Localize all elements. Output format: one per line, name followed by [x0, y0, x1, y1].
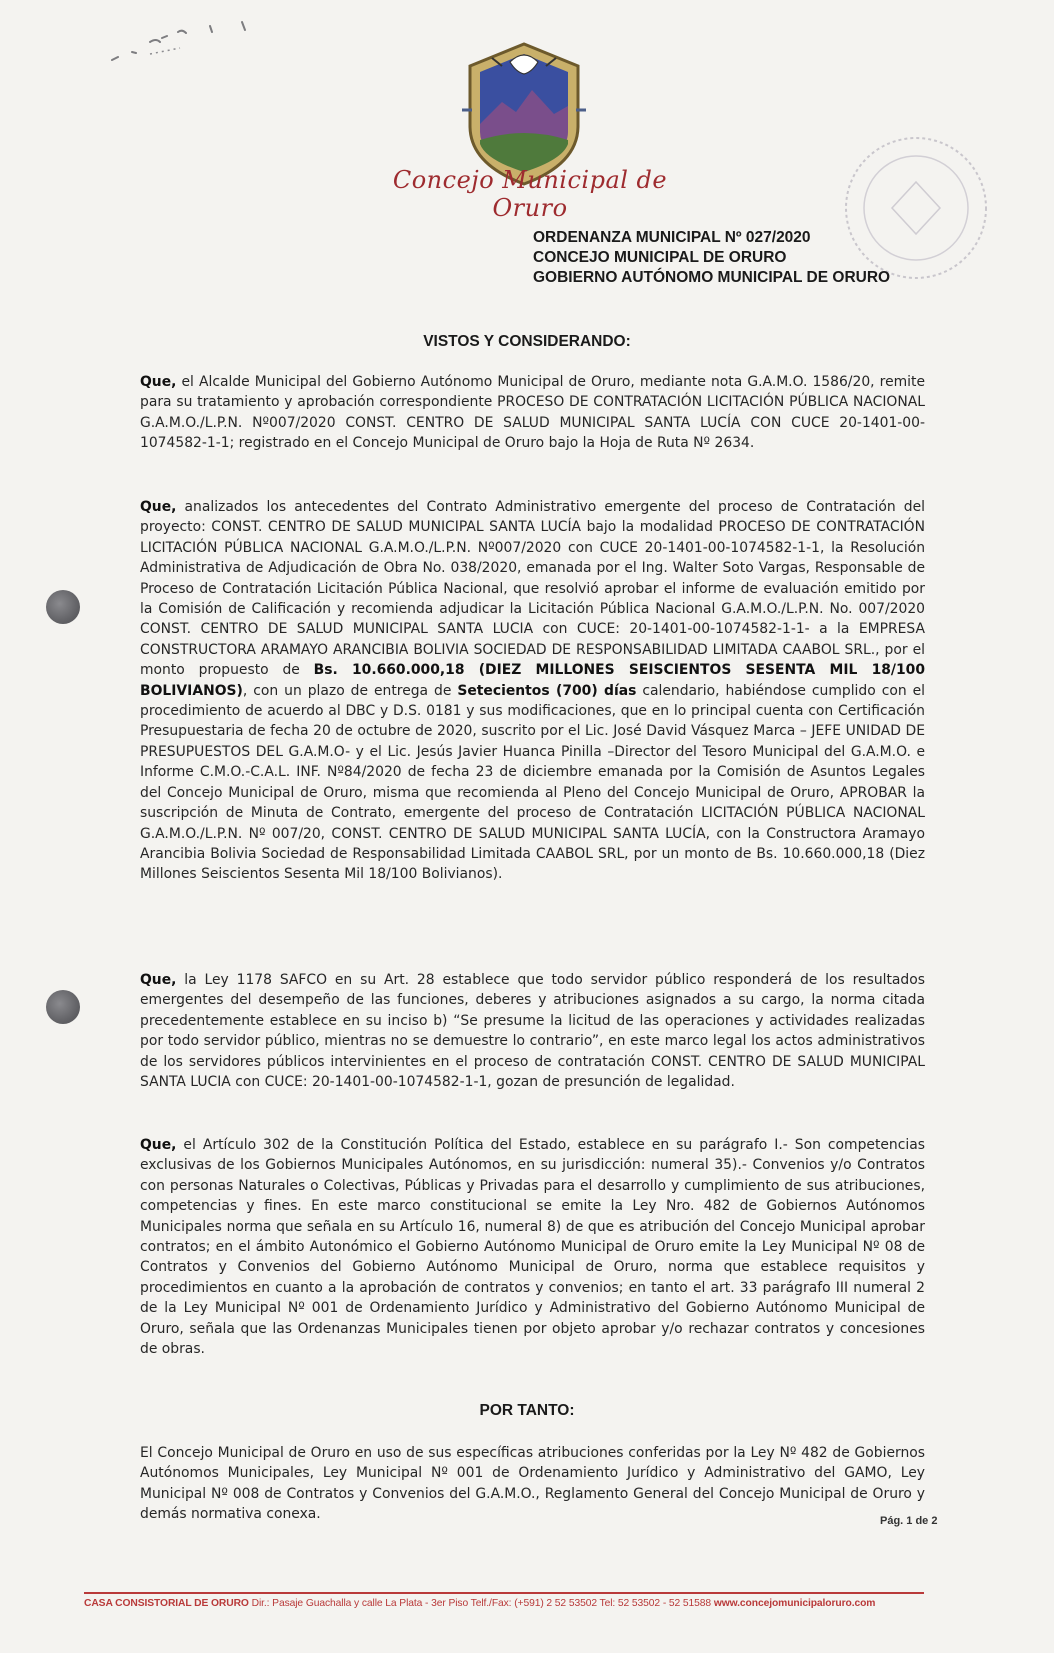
paragraph-text: calendario, habiéndose cumplido con el procedimiento de acuerdo al DBC y D.S. 0181 y sus modificaciones, que en lo principal cuenta con Certificación Presupuestaria de fecha 20 de octubre de 2020, suscrito por el Lic. José David Vásquez Marca – JEFE UNIDAD DE PRESUPUESTOS DEL G.A.M.O- y el Lic. Jesús Javier Huanca Pinilla –Director del Tesoro Municipal del G.A.M.O. e Informe C.M.O.-C.A.L. INF. Nº84/2020 de fecha 23 de diciembre emanada por la Comisión de Asuntos Legales del Concejo Municipal de Oruro, misma que recomienda al Pleno del Concejo Municipal de Oruro, APROBAR la suscripción de Minuta de Contrato, emergente del proceso de Contratación LICITACIÓN PÚBLICA NACIONAL G.A.M.O./L.P.N. Nº 007/20, CONST. CENTRO DE SALUD MUNICIPAL SANTA LUCÍA, con la Constructora Aramayo Arancibia Bolivia Sociedad de Responsabilidad Limitada CAABOL SRL, por un monto de Bs. 10.660.000,18 (Diez Millones Seiscientos Sesenta Mil 18/100 Bolivianos).	[140, 682, 925, 883]
ordinance-heading	[533, 228, 953, 288]
page-number: Pág. 1 de 2	[880, 1515, 938, 1527]
footer	[84, 1598, 924, 1609]
paragraph-lead: Que,	[140, 374, 177, 390]
government-name: GOBIERNO AUTÓNOMO MUNICIPAL DE ORURO	[533, 269, 891, 286]
footer-website: www.concejomunicipaloruro.com	[713, 1598, 876, 1609]
delivery-term: Setecientos (700) días	[457, 682, 637, 699]
paragraph-text: el Alcalde Municipal del Gobierno Autónomo Municipal de Oruro, mediante nota G.A.M.O. 1586/20, remite para su tratamiento y aprobación correspondiente PROCESO DE CONTRATACIÓN LICITACIÓN PÚBLICA NACIONAL G.A.M.O./L.P.N. Nº007/2020 CONST. CENTRO DE SALUD MUNICIPAL SANTA LUCÍA CON CUCE 20-1401-00-1074582-1-1; registrado en el Concejo Municipal de Oruro bajo la Hoja de Ruta Nº 2634.	[140, 374, 925, 452]
contract-amount: Bs. 10.660.000,18 (DIEZ MILLONES SEISCIENTOS SESENTA MIL 18/100 BOLIVIANOS)	[140, 662, 925, 699]
paragraph-text: la Ley 1178 SAFCO en su Art. 28 establece que todo servidor público responderá de los resultados emergentes del desempeño de las funciones, deberes y atribuciones asignados a su cargo, la norma citada precedentemente establece en su inciso b) “Se presume la licitud de las operaciones y actividades realizadas por todo servidor público, mientras no se demuestre lo contrario”, en este marco legal los actos administrativos de los servidores públicos intervinientes en el proceso de contratación CONST. CENTRO DE SALUD MUNICIPAL SANTA LUCIA con CUCE: 20-1401-00-1074582-1-1, gozan de presunción de legalidad.	[140, 972, 925, 1091]
letterhead-name: Concejo Municipal de Oruro	[392, 166, 668, 222]
paragraph-lead: Que,	[140, 499, 177, 515]
punch-hole	[46, 990, 80, 1024]
paragraph-text: analizados los antecedentes del Contrato Administrativo emergente del proceso de Contratación del proyecto: CONST. CENTRO DE SALUD MUNICIPAL SANTA LUCÍA bajo la modalidad PROCESO DE CONTRATACIÓN LICITACIÓN PÚBLICA NACIONAL G.A.M.O./L.P.N. Nº007/2020 con CUCE 20-1401-00-1074582-1-1, la Resolución Administrativa de Adjudicación de Obra No. 038/2020, emanada por el Ing. Walter Soto Vargas, Responsable de Proceso de Contratación Licitación Pública Nacional, que resolvió aprobar el informe de evaluación emitido por la Comisión de Calificación y recomienda adjudicar la Licitación Pública Nacional G.A.M.O./L.P.N. No. 007/2020 CONST. CENTRO DE SALUD MUNICIPAL SANTA LUCIA con CUCE: 20-1401-00-1074582-1-1- a la EMPRESA CONSTRUCTORA ARAMAYO ARANCIBIA BOLIVIA SOCIEDAD DE RESPONSABILIDAD LIMITADA CAABOL SRL., por el monto propuesto de	[140, 499, 925, 679]
council-name: CONCEJO MUNICIPAL DE ORURO	[533, 249, 787, 266]
handwritten-marks	[92, 12, 272, 72]
footer-divider	[84, 1592, 924, 1594]
ordinance-number: ORDENANZA MUNICIPAL Nº 027/2020	[533, 229, 811, 246]
paragraph-2	[140, 497, 925, 885]
paragraph-5: El Concejo Municipal de Oruro en uso de sus específicas atribuciones conferidas por la Ley Nº 482 de Gobiernos Autónomos Municipales, Ley Municipal Nº 001 de Ordenamiento Jurídico y Administrativo del GAMO, Ley Municipal Nº 008 de Contratos y Convenios del G.A.M.O., Reglamento General del Concejo Municipal de Oruro y demás normativa conexa.	[140, 1445, 925, 1523]
paragraph-text: , con un plazo de entrega de	[242, 682, 458, 699]
paragraph-1	[140, 372, 925, 454]
paragraph-4	[140, 1135, 925, 1359]
paragraph-lead: Que,	[140, 972, 177, 988]
paragraph-lead: Que,	[140, 1137, 177, 1153]
footer-org: CASA CONSISTORIAL DE ORURO	[84, 1598, 249, 1609]
paragraph-text: el Artículo 302 de la Constitución Política del Estado, establece en su parágrafo I.- Son competencias exclusivas de los Gobiernos Municipales Autónomos, en su jurisdicción: numeral 35).- Convenios y/o Contratos con personas Naturales o Colectivas, Públicas y Privadas para el desarrollo y cumplimiento de sus atribuciones, competencias y fines. En este marco constitucional se emite la Ley Nro. 482 de Gobiernos Autónomos Municipales norma que señala en su Artículo 16, numeral 8) de que es atribución del Concejo Municipal aprobar contratos; en el ámbito Autonómico el Gobierno Autónomo Municipal de Oruro emite la Ley Municipal Nº 08 de Contratos y Convenios del Gobierno Autónomo Municipal de Oruro, norma que establece requisitos y procedimientos en cuanto a la aprobación de contratos y convenios; en tanto el art. 33 parágrafo III numeral 2 de la Ley Municipal Nº 001 de Ordenamiento Jurídico y Administrativo del Gobierno Autónomo Municipal de Oruro, señala que las Ordenanzas Municipales tienen por objeto aprobar y/o rechazar contratos y concesiones de obras.	[140, 1137, 925, 1358]
footer-address: Dir.: Pasaje Guachalla y calle La Plata - 3er Piso Telf./Fax: (+591) 2 52 53502 Tel: 52 53502 - 52 51588	[248, 1598, 714, 1609]
section-title-vistos: VISTOS Y CONSIDERANDO:	[423, 333, 631, 350]
section-title-portanto: POR TANTO:	[479, 1402, 575, 1419]
paragraph-3	[140, 970, 925, 1092]
punch-hole	[46, 590, 80, 624]
